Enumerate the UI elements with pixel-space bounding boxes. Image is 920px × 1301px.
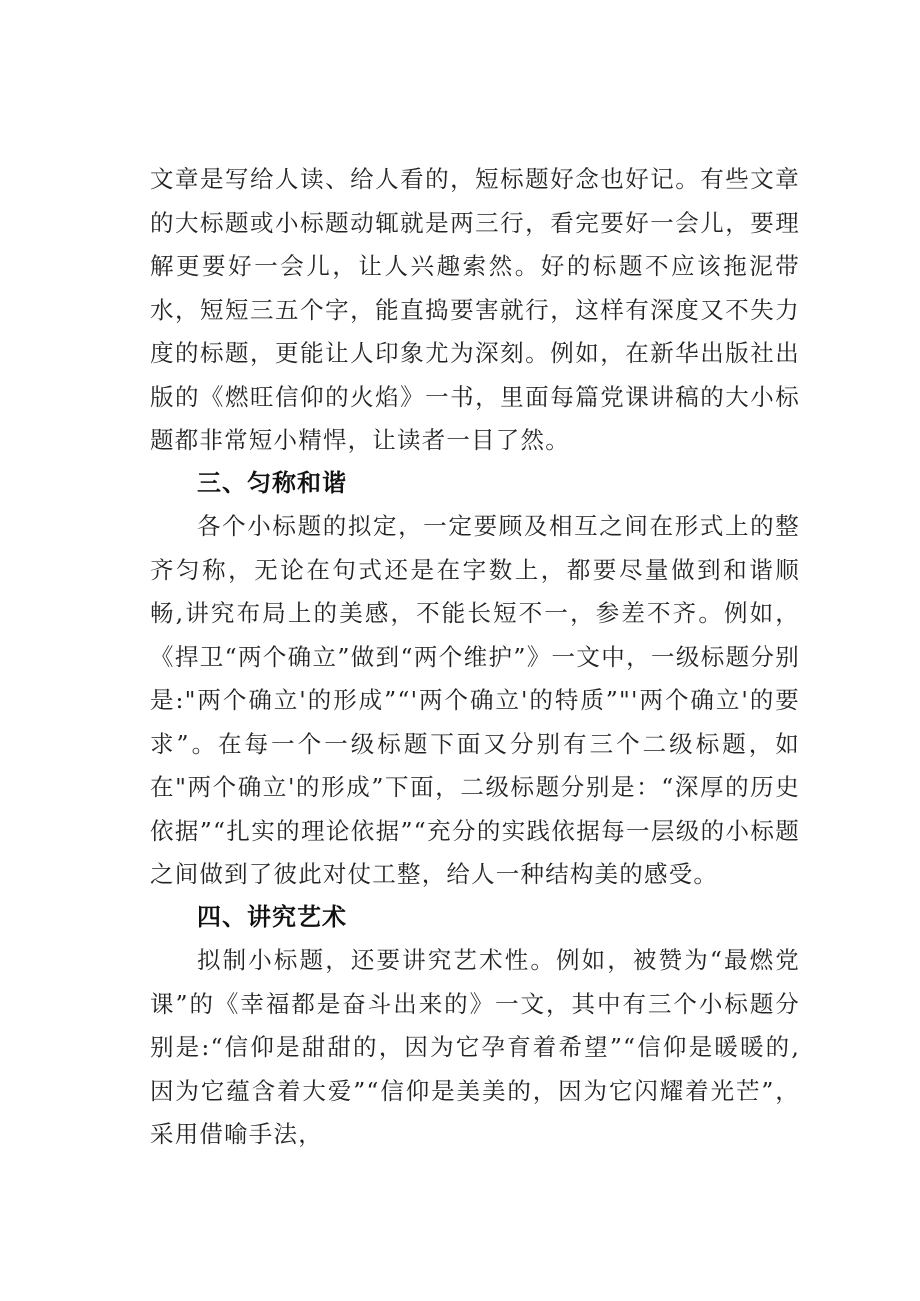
section-heading-artistry: 四、讲究艺术	[197, 903, 347, 931]
paragraph-artistry: 拟制小标题，还要讲究艺术性。例如，被赞为“最燃党课”的《幸福都是奋斗出来的》一文，其中有三个小标题分别是:“信仰是甜甜的，因为它孕育着希望”“信仰是暖暖的,因为它蕴含着大爱”“信仰是美美的，因为它闪耀着光芒”，采用借喻手法，	[150, 946, 800, 1148]
section-heading-symmetry: 三、匀称和谐	[197, 469, 347, 497]
paragraph-short-titles: 文章是写给人读、给人看的，短标题好念也好记。有些文章的大标题或小标题动辄就是两三行，看完要好一会儿，要理解更要好一会儿，让人兴趣索然。好的标题不应该拖泥带水，短短三五个字，能直捣要害就行，这样有深度又不失力度的标题，更能让人印象尤为深刻。例如，在新华出版社出版的《燃旺信仰的火焰》一书，里面每篇党课讲稿的大小标题都非常短小精悍，让读者一目了然。	[150, 165, 800, 454]
paragraph-symmetry: 各个小标题的拟定，一定要顾及相互之间在形式上的整齐匀称，无论在句式还是在字数上，都要尽量做到和谐顺畅,讲究布局上的美感，不能长短不一，参差不齐。例如，《捍卫“两个确立”做到“两个维护”》一文中，一级标题分别是:"两个确立'的形成”“'两个确立'的特质”"'两个确立'的要求”。在每一个一级标题下面又分别有三个二级标题，如在"两个确立'的形成”下面，二级标题分别是：“深厚的历史依据”“扎实的理论依据”“充分的实践依据每一层级的小标题之间做到了彼此对仗工整，给人一种结构美的感受。	[150, 512, 800, 888]
